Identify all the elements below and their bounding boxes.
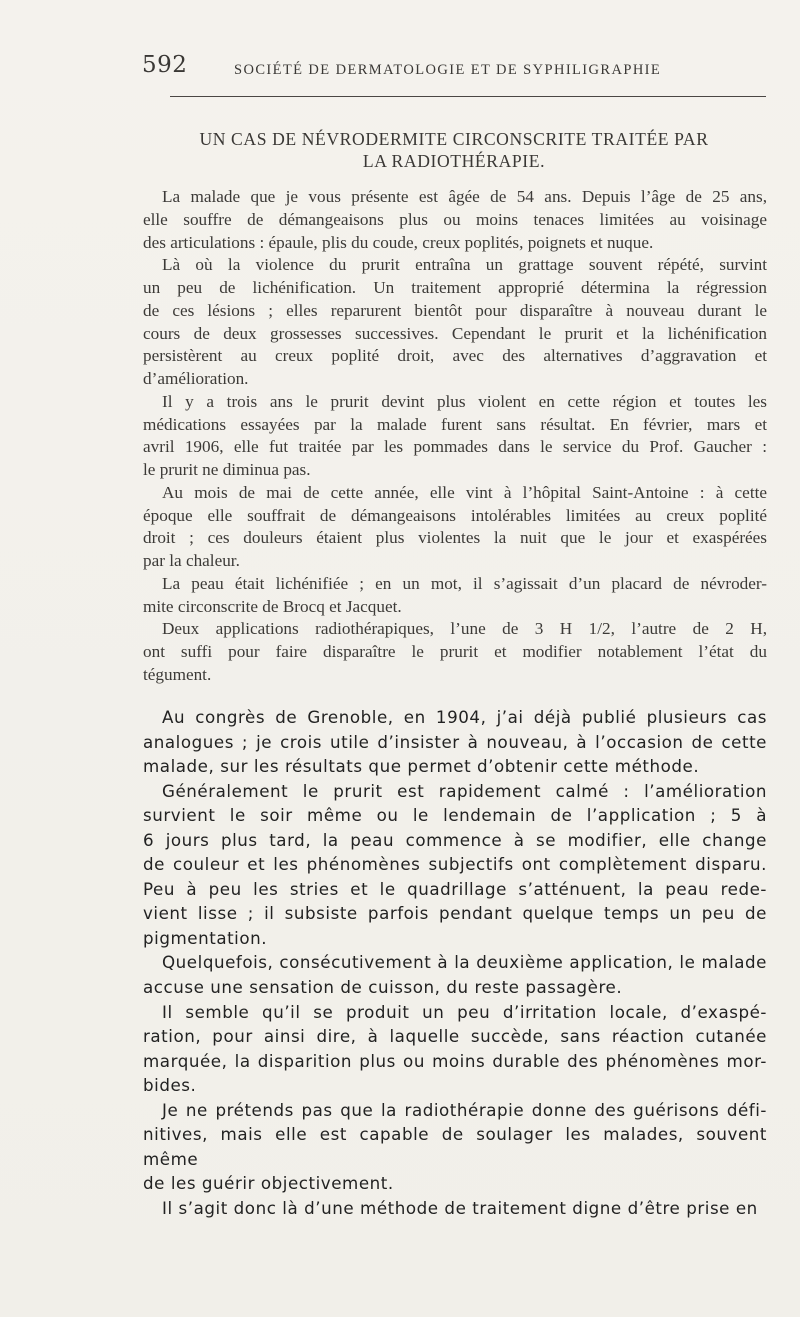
text-line: survient le soir même ou le lendemain de l’application ; 5 à [143, 805, 767, 826]
text-line: cours de deux grossesses successives. Cependant le prurit et la lichénification [143, 323, 767, 343]
text-line: Il y a trois ans le prurit devint plus violent en cette région et toutes les [162, 391, 767, 411]
text-line: analogues ; je crois utile d’insister à nouveau, à l’occasion de cette [143, 731, 767, 752]
text-line: nitives, mais elle est capable de soulager les malades, souvent même [143, 1124, 767, 1169]
text-line: tégument. [143, 664, 212, 684]
text-line: marquée, la disparition plus ou moins durable des phénomènes mor- [143, 1050, 767, 1071]
text-line: Il semble qu’il se produit un peu d’irritation locale, d’exaspé- [162, 1001, 767, 1022]
commentary-paragraph [143, 950, 767, 999]
text-line: elle souffre de démangeaisons plus ou moins tenaces limitées au voisinage [143, 209, 767, 229]
page-number: 592 [142, 52, 188, 78]
case-paragraph [143, 618, 767, 686]
text-line: des articulations : épaule, plis du coude, creux poplités, poignets et nuque. [143, 232, 654, 252]
running-head: SOCIÉTÉ DE DERMATOLOGIE ET DE SYPHILIGRAPHIE [234, 62, 662, 78]
text-line: La malade que je vous présente est âgée de 54 ans. Depuis l’âge de 25 ans, [162, 187, 767, 206]
commentary [143, 705, 767, 1220]
header-rule [170, 96, 766, 97]
text-line: La peau était lichénifiée ; en un mot, il s’agissait d’un placard de névroder- [162, 573, 767, 593]
commentary-paragraph [143, 1196, 767, 1221]
case-paragraph [143, 186, 767, 254]
commentary-paragraph [143, 779, 767, 951]
text-line: mite circonscrite de Brocq et Jacquet. [143, 596, 402, 616]
text-line: vient lisse ; il subsiste parfois pendant quelque temps un peu de [143, 903, 767, 924]
text-line: époque elle souffrait de démangeaisons intolérables limitées au creux poplité [143, 505, 767, 525]
text-line: 6 jours plus tard, la peau commence à se modifier, elle change [143, 829, 767, 850]
case-report [143, 186, 767, 687]
case-paragraph [143, 254, 767, 391]
text-line: Il s’agit donc là d’une méthode de traitement digne d’être prise en [162, 1197, 758, 1218]
text-line: Quelquefois, consécutivement à la deuxième application, le malade [162, 952, 767, 973]
text-line: ont suffi pour faire disparaître le prurit et modifier notablement l’état du [143, 642, 767, 661]
text-line: de couleur et les phénomènes subjectifs ont complètement disparu. [143, 854, 767, 875]
text-line: un peu de lichénification. Un traitement approprié détermina la régression [143, 278, 767, 297]
text-line: d’amélioration. [143, 369, 249, 388]
text-line: médications essayées par la malade furent sans résultat. En février, mars et [143, 414, 767, 434]
commentary-paragraph [143, 1098, 767, 1196]
text-line: Au congrès de Grenoble, en 1904, j’ai déjà publié plusieurs cas [162, 707, 767, 727]
text-line: persistèrent au creux poplité droit, avec des alternatives d’aggravation et [143, 346, 767, 366]
title-line-2: LA RADIOTHÉRAPIE. [362, 151, 546, 171]
text-line: Je ne prétends pas que la radiothérapie donne des guérisons défi- [162, 1099, 767, 1120]
page-header [142, 52, 766, 92]
text-line: bides. [143, 1075, 197, 1096]
text-line: de les guérir objectivement. [143, 1173, 394, 1194]
text-line: Peu à peu les stries et le quadrillage s’atténuent, la peau rede- [143, 878, 767, 899]
text-line: malade, sur les résultats que permet d’obtenir cette méthode. [143, 756, 700, 777]
text-line: droit ; ces douleurs étaient plus violentes la nuit que le jour et exaspérées [143, 528, 767, 548]
text-line: Au mois de mai de cette année, elle vint à l’hôpital Saint-Antoine : à cette [162, 482, 767, 502]
text-line: par la chaleur. [143, 551, 240, 570]
case-paragraph [143, 391, 767, 482]
case-paragraph [143, 573, 767, 619]
title-line-1: UN CAS DE NÉVRODERMITE CIRCONSCRITE TRAITÉE PAR [199, 129, 709, 149]
text-line: pigmentation. [143, 927, 268, 948]
article-title [142, 128, 766, 172]
text-line: accuse une sensation de cuisson, du reste passagère. [143, 977, 623, 998]
text-line: de ces lésions ; elles reparurent bientôt pour disparaître à nouveau durant le [143, 300, 767, 320]
text-line: Généralement le prurit est rapidement calmé : l’amélioration [162, 780, 767, 801]
text-line: ration, pour ainsi dire, à laquelle succède, sans réaction cutanée [143, 1026, 767, 1047]
text-line: avril 1906, elle fut traitée par les pommades dans le service du Prof. Gaucher : [143, 437, 767, 457]
text-line: le prurit ne diminua pas. [143, 460, 311, 479]
commentary-paragraph [143, 1000, 767, 1098]
commentary-paragraph [143, 705, 767, 779]
text-line: Deux applications radiothérapiques, l’une de 3 H 1/2, l’autre de 2 H, [162, 619, 767, 639]
case-paragraph [143, 482, 767, 573]
text-line: Là où la violence du prurit entraîna un grattage souvent répété, survint [162, 255, 767, 275]
